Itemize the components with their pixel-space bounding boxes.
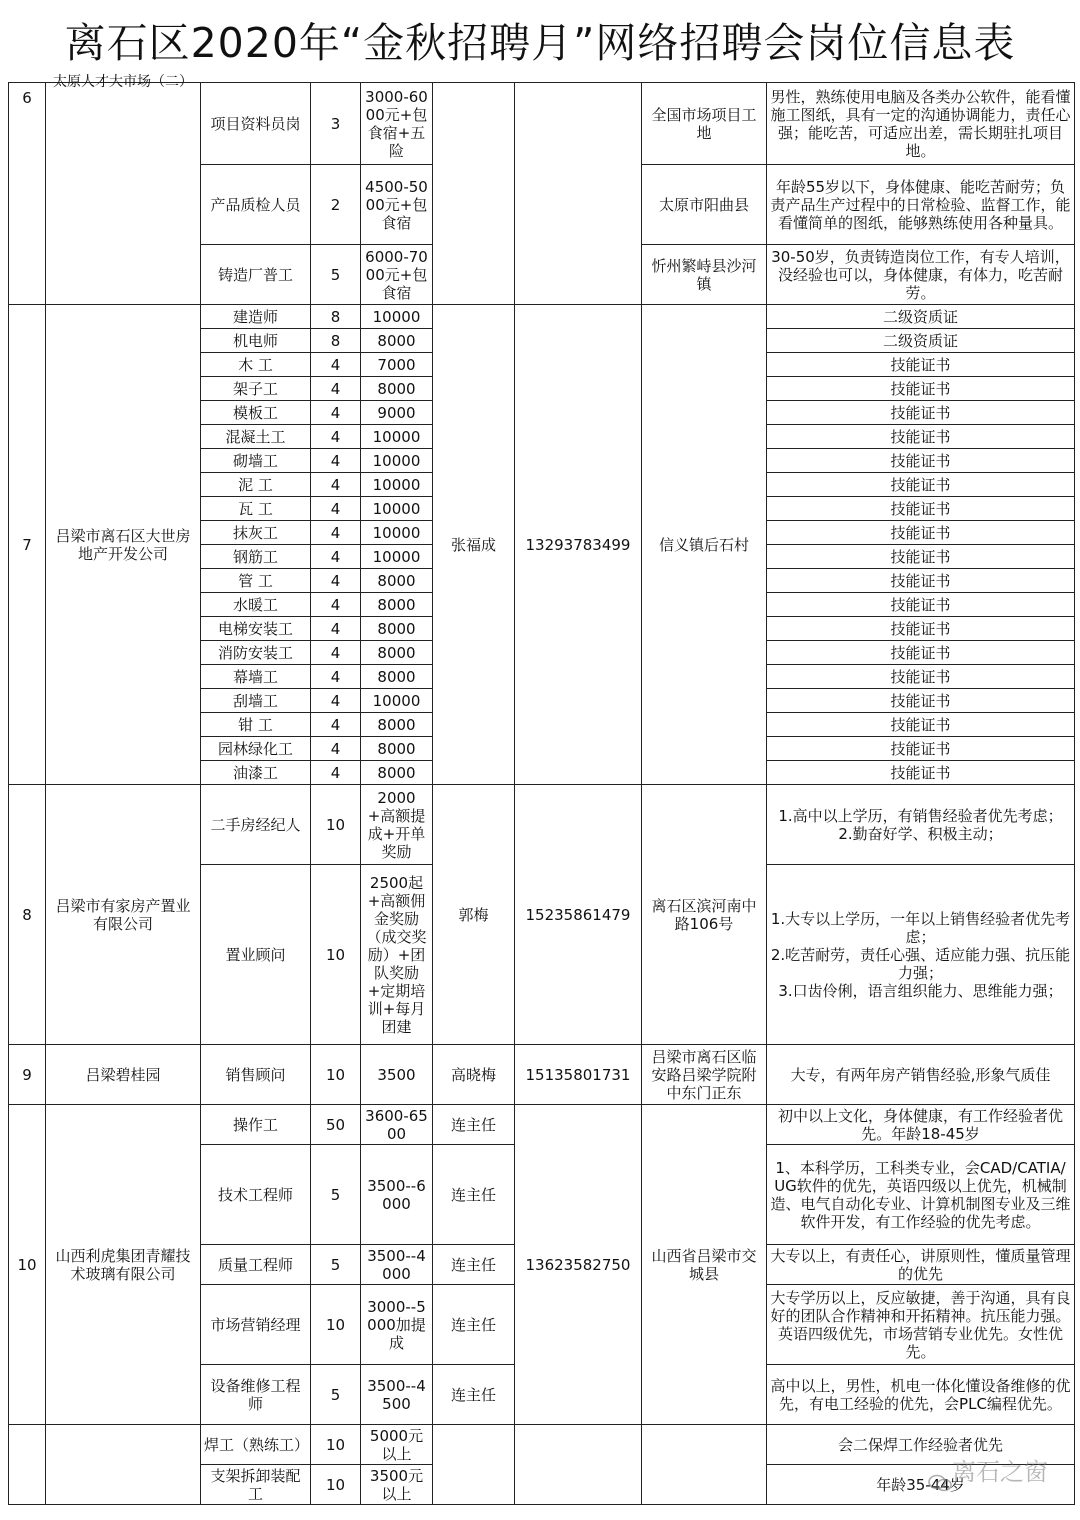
- contact-person: 连主任: [433, 1285, 515, 1365]
- company-7-group: [9, 305, 1075, 785]
- job-count: 4: [311, 737, 361, 761]
- job-salary: 8000: [361, 569, 433, 593]
- job-title: 混凝土工: [201, 425, 311, 449]
- job-title: 管 工: [201, 569, 311, 593]
- job-count: 4: [311, 401, 361, 425]
- job-count: 4: [311, 425, 361, 449]
- job-title: 置业顾问: [201, 865, 311, 1045]
- job-salary: 10000: [361, 305, 433, 329]
- job-requirements: 会二保焊工作经验者优先: [767, 1425, 1075, 1465]
- job-requirements: 技能证书: [767, 425, 1075, 449]
- job-table: [8, 74, 1075, 1505]
- job-count: 4: [311, 497, 361, 521]
- job-requirements: 技能证书: [767, 593, 1075, 617]
- job-title: 机电师: [201, 329, 311, 353]
- job-count: 4: [311, 641, 361, 665]
- job-salary: 3500--6000: [361, 1145, 433, 1245]
- job-title: 产品质检人员: [201, 165, 311, 245]
- row-number: 8: [9, 785, 46, 1045]
- job-count: 5: [311, 245, 361, 305]
- job-salary: 3500--4000: [361, 1245, 433, 1285]
- job-salary: 10000: [361, 521, 433, 545]
- job-count: 4: [311, 545, 361, 569]
- job-title: 二手房经纪人: [201, 785, 311, 865]
- job-title: 抹灰工: [201, 521, 311, 545]
- job-salary: 3000--5000加提成: [361, 1285, 433, 1365]
- contact-person: 连主任: [433, 1365, 515, 1425]
- job-salary: 10000: [361, 689, 433, 713]
- work-location: [642, 1425, 767, 1505]
- company-name: 吕梁市离石区大世房地产开发公司: [46, 305, 201, 785]
- job-requirements: 技能证书: [767, 641, 1075, 665]
- job-requirements: 技能证书: [767, 545, 1075, 569]
- job-requirements: 技能证书: [767, 521, 1075, 545]
- job-count: 5: [311, 1145, 361, 1245]
- job-title: 电梯安装工: [201, 617, 311, 641]
- job-requirements: 男性，熟练使用电脑及各类办公软件，能看懂施工图纸，具有一定的沟通协调能力，责任心强；能吃苦，可适应出差，需长期驻扎项目地。: [767, 83, 1075, 165]
- job-salary: 10000: [361, 545, 433, 569]
- job-salary: 3500元以上: [361, 1465, 433, 1505]
- job-count: 4: [311, 449, 361, 473]
- work-location: 忻州繁峙县沙河镇: [642, 245, 767, 305]
- company-name: [46, 1425, 201, 1505]
- company-name: 吕梁市有家房产置业有限公司: [46, 785, 201, 1045]
- job-title: 架子工: [201, 377, 311, 401]
- job-requirements: 1、本科学历，工科类专业，会CAD/CATIA/UG软件的优先，英语四级以上优先，机械制造、电气自动化专业、计算机制图专业及三维软件开发，有工作经验的优先考虑。: [767, 1145, 1075, 1245]
- contact-phone: 15135801731: [515, 1045, 642, 1105]
- job-salary: 8000: [361, 329, 433, 353]
- company-11-group: [9, 1425, 1075, 1505]
- job-requirements: 技能证书: [767, 689, 1075, 713]
- job-requirements: 技能证书: [767, 497, 1075, 521]
- job-requirements: 技能证书: [767, 377, 1075, 401]
- job-title: 销售顾问: [201, 1045, 311, 1105]
- company-name: 太原人才大市场（二）: [46, 83, 201, 305]
- job-title: 幕墙工: [201, 665, 311, 689]
- job-count: 4: [311, 569, 361, 593]
- job-salary: 8000: [361, 761, 433, 785]
- job-requirements: 1.大专以上学历，一年以上销售经验者优先考虑； 2.吃苦耐劳，责任心强、适应能力强、抗压能力强； 3.口齿伶俐，语言组织能力、思维能力强；: [767, 865, 1075, 1045]
- job-count: 4: [311, 761, 361, 785]
- contact-phone: [515, 83, 642, 305]
- table-row: [9, 305, 1075, 329]
- work-location: 信义镇后石村: [642, 305, 767, 785]
- company-10-group: [9, 1105, 1075, 1425]
- job-requirements: 技能证书: [767, 737, 1075, 761]
- contact-person: 连主任: [433, 1145, 515, 1245]
- contact-person: [433, 1425, 515, 1505]
- job-title: 模板工: [201, 401, 311, 425]
- contact-phone: [515, 1425, 642, 1505]
- table-row: [9, 83, 1075, 165]
- table-row: [9, 785, 1075, 865]
- contact-person: [433, 83, 515, 305]
- job-count: 5: [311, 1245, 361, 1285]
- job-count: 5: [311, 1365, 361, 1425]
- contact-person: 张福成: [433, 305, 515, 785]
- work-location: 吕梁市离石区临安路吕梁学院附中东门正东: [642, 1045, 767, 1105]
- work-location: 太原市阳曲县: [642, 165, 767, 245]
- job-salary: 8000: [361, 665, 433, 689]
- job-count: 4: [311, 665, 361, 689]
- job-count: 10: [311, 785, 361, 865]
- contact-phone: 13293783499: [515, 305, 642, 785]
- row-number: [9, 1425, 46, 1505]
- job-count: 4: [311, 353, 361, 377]
- job-count: 4: [311, 689, 361, 713]
- job-title: 瓦 工: [201, 497, 311, 521]
- job-salary: 2000+高额提成+开单奖励: [361, 785, 433, 865]
- job-requirements: 技能证书: [767, 617, 1075, 641]
- job-count: 4: [311, 377, 361, 401]
- work-location: 山西省吕梁市交城县: [642, 1105, 767, 1425]
- job-title: 园林绿化工: [201, 737, 311, 761]
- page-title: 离石区2020年“金秋招聘月”网络招聘会岗位信息表: [64, 19, 1016, 67]
- job-count: 10: [311, 1285, 361, 1365]
- job-salary: 10000: [361, 473, 433, 497]
- job-salary: 2500起+高额佣金奖励（成交奖励）+团队奖励+定期培训+每月团建: [361, 865, 433, 1045]
- job-count: 10: [311, 865, 361, 1045]
- job-salary: 8000: [361, 617, 433, 641]
- table-row: [9, 1105, 1075, 1145]
- job-salary: 8000: [361, 377, 433, 401]
- job-requirements: 技能证书: [767, 473, 1075, 497]
- contact-phone: 13623582750: [515, 1105, 642, 1425]
- contact-person: 高晓梅: [433, 1045, 515, 1105]
- job-title: 建造师: [201, 305, 311, 329]
- job-title: 钳 工: [201, 713, 311, 737]
- row-number: 9: [9, 1045, 46, 1105]
- job-salary: 10000: [361, 497, 433, 521]
- wechat-icon: [928, 1464, 952, 1482]
- job-requirements: 技能证书: [767, 449, 1075, 473]
- job-table-sheet: [8, 74, 1074, 1503]
- job-count: 3: [311, 83, 361, 165]
- job-title: 质量工程师: [201, 1245, 311, 1285]
- job-requirements: 技能证书: [767, 761, 1075, 785]
- job-title: 水暖工: [201, 593, 311, 617]
- job-salary: 8000: [361, 593, 433, 617]
- job-salary: 8000: [361, 737, 433, 761]
- job-requirements: 大专以上，有责任心，讲原则性，懂质量管理的优先: [767, 1245, 1075, 1285]
- contact-phone: 15235861479: [515, 785, 642, 1045]
- job-count: 4: [311, 473, 361, 497]
- job-salary: 7000: [361, 353, 433, 377]
- job-title: 消防安装工: [201, 641, 311, 665]
- job-requirements: 年龄35-44岁: [767, 1465, 1075, 1505]
- contact-person: 连主任: [433, 1245, 515, 1285]
- job-requirements: 技能证书: [767, 713, 1075, 737]
- job-title: 项目资料员岗: [201, 83, 311, 165]
- job-requirements: 大专，有两年房产销售经验,形象气质佳: [767, 1045, 1075, 1105]
- job-count: 4: [311, 713, 361, 737]
- job-salary: 5000元以上: [361, 1425, 433, 1465]
- job-requirements: 技能证书: [767, 665, 1075, 689]
- job-count: 50: [311, 1105, 361, 1145]
- job-count: 2: [311, 165, 361, 245]
- job-salary: 9000: [361, 401, 433, 425]
- job-requirements: 高中以上，男性，机电一体化懂设备维修的优先，有电工经验的优先，会PLC编程优先。: [767, 1365, 1075, 1425]
- company-name: 山西利虎集团青耀技术玻璃有限公司: [46, 1105, 201, 1425]
- job-title: 砌墙工: [201, 449, 311, 473]
- job-count: 8: [311, 305, 361, 329]
- job-requirements: 年龄55岁以下，身体健康、能吃苦耐劳；负责产品生产过程中的日常检验、监督工作，能看懂简单的图纸，能够熟练使用各种量具。: [767, 165, 1075, 245]
- job-salary: 4500-5000元+包食宿: [361, 165, 433, 245]
- job-count: 10: [311, 1425, 361, 1465]
- job-salary: 3500: [361, 1045, 433, 1105]
- job-requirements: 1.高中以上学历，有销售经验者优先考虑； 2.勤奋好学、积极主动；: [767, 785, 1075, 865]
- table-row: [9, 1045, 1075, 1105]
- contact-person: 连主任: [433, 1105, 515, 1145]
- job-salary: 8000: [361, 641, 433, 665]
- job-title: 钢筋工: [201, 545, 311, 569]
- job-title: 刮墙工: [201, 689, 311, 713]
- job-title: 焊工（熟练工）: [201, 1425, 311, 1465]
- job-requirements: 30-50岁，负责铸造岗位工作，有专人培训，没经验也可以，身体健康，有体力，吃苦耐劳。: [767, 245, 1075, 305]
- job-requirements: 技能证书: [767, 401, 1075, 425]
- job-title: 技术工程师: [201, 1145, 311, 1245]
- job-count: 4: [311, 593, 361, 617]
- job-title: 支架拆卸装配工: [201, 1465, 311, 1505]
- row-number: 6: [9, 83, 46, 305]
- job-salary: 8000: [361, 713, 433, 737]
- job-title: 泥 工: [201, 473, 311, 497]
- job-requirements: 技能证书: [767, 353, 1075, 377]
- job-requirements: 初中以上文化，身体健康，有工作经验者优先。年龄18-45岁: [767, 1105, 1075, 1145]
- company-name: 吕梁碧桂园: [46, 1045, 201, 1105]
- row-number: 10: [9, 1105, 46, 1425]
- job-title: 操作工: [201, 1105, 311, 1145]
- job-count: 10: [311, 1465, 361, 1505]
- job-requirements: 二级资质证: [767, 329, 1075, 353]
- company-8-group: [9, 785, 1075, 1045]
- job-salary: 3000-6000元+包食宿+五险: [361, 83, 433, 165]
- watermark-text: 离石之窗: [952, 1458, 1048, 1486]
- job-title: 油漆工: [201, 761, 311, 785]
- job-salary: 3500--4500: [361, 1365, 433, 1425]
- job-title: 木 工: [201, 353, 311, 377]
- work-location: 全国市场项目工地: [642, 83, 767, 165]
- job-count: 4: [311, 617, 361, 641]
- watermark: [928, 1452, 1074, 1492]
- job-salary: 3600-6500: [361, 1105, 433, 1145]
- job-salary: 10000: [361, 425, 433, 449]
- job-salary: 6000-7000元+包食宿: [361, 245, 433, 305]
- job-requirements: 技能证书: [767, 569, 1075, 593]
- company-9-group: [9, 1045, 1075, 1105]
- job-title: 铸造厂普工: [201, 245, 311, 305]
- job-count: 10: [311, 1045, 361, 1105]
- job-count: 4: [311, 521, 361, 545]
- row-number: 7: [9, 305, 46, 785]
- job-requirements: 大专学历以上，反应敏捷，善于沟通，具有良好的团队合作精神和开拓精神。抗压能力强。英语四级优先，市场营销专业优先。女性优先。: [767, 1285, 1075, 1365]
- table-row: [9, 1425, 1075, 1465]
- job-salary: 10000: [361, 449, 433, 473]
- job-requirements: 二级资质证: [767, 305, 1075, 329]
- job-count: 8: [311, 329, 361, 353]
- job-title: 设备维修工程师: [201, 1365, 311, 1425]
- contact-person: 郭梅: [433, 785, 515, 1045]
- job-title: 市场营销经理: [201, 1285, 311, 1365]
- work-location: 离石区滨河南中路106号: [642, 785, 767, 1045]
